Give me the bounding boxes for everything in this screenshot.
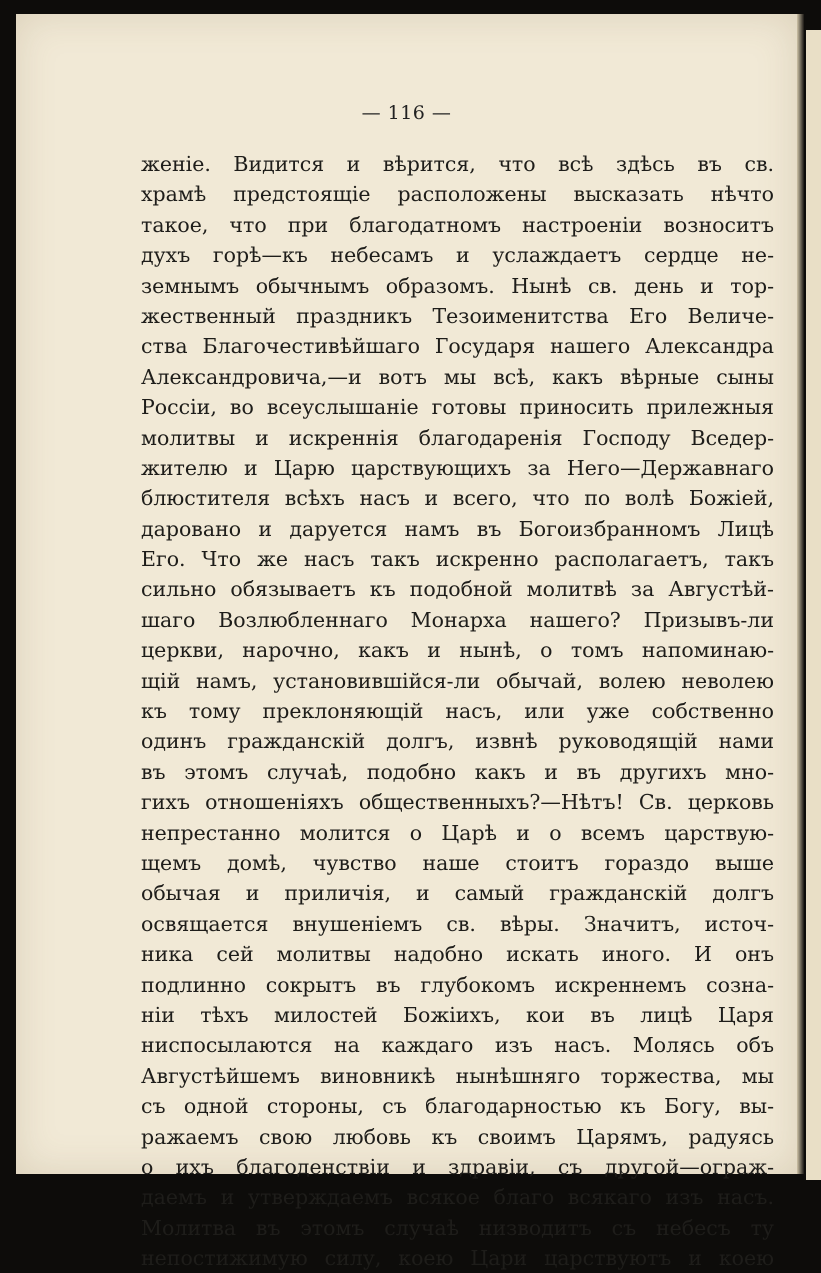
text-line: даемъ и утверждаемъ всякое благо всякаго изъ насъ. [141, 1185, 774, 1210]
text-line: ниспосылаются на каждаго изъ насъ. Молясь объ [141, 1033, 774, 1058]
page-edge-shadow [797, 14, 804, 1174]
text-line: блюстителя всѣхъ насъ и всего, что по волѣ Божіей, [141, 486, 774, 511]
text-line: духъ горѣ—къ небесамъ и услаждаетъ сердце не- [141, 243, 774, 268]
text-line: обычая и приличія, и самый гражданскій долгъ [141, 881, 774, 906]
text-line: гихъ отношеніяхъ общественныхъ?—Нѣтъ! Св. церковь [141, 790, 774, 815]
text-line: ніи тѣхъ милостей Божіихъ, кои въ лицѣ Царя [141, 1002, 774, 1027]
text-line: храмѣ предстоящіе расположены высказать нѣчто [141, 182, 774, 207]
page-body-text [141, 149, 774, 1273]
text-line: Его. Что же насъ такъ искренно располагаетъ, такъ [141, 547, 774, 572]
book-page [16, 14, 797, 1271]
text-line: съ одной стороны, съ благодарностью къ Богу, вы- [141, 1094, 774, 1119]
text-line: подлинно сокрытъ въ глубокомъ искреннемъ созна- [141, 972, 774, 997]
text-line: жественный праздникъ Тезоименитства Его Величе- [141, 303, 774, 328]
text-line: о ихъ благоденствіи и здравіи, съ другой—ограж- [141, 1154, 774, 1179]
text-line: шаго Возлюбленнаго Монарха нашего? Призывъ-ли [141, 607, 774, 632]
text-line: одинъ гражданскій долгъ, извнѣ руководящій нами [141, 729, 774, 754]
text-line: къ тому преклоняющій насъ, или уже собственно [141, 699, 774, 724]
text-line: молитвы и искреннія благодаренія Господу Вседер- [141, 425, 774, 450]
text-line: освящается внушеніемъ св. вѣры. Значитъ, источ- [141, 911, 774, 936]
text-line: Молитва въ этомъ случаѣ низводитъ съ небесъ ту [141, 1215, 774, 1240]
text-line: ника сей молитвы надобно искать иного. И онъ [141, 942, 774, 967]
text-line: ства Благочестивѣйшаго Государя нашего Александра [141, 334, 774, 359]
page-number-header: — 116 — [361, 102, 452, 124]
text-line: женіе. Видится и вѣрится, что всѣ здѣсь въ св. [141, 152, 774, 176]
text-line: жителю и Царю царствующихъ за Него—Державнаго [141, 455, 774, 480]
text-line: сильно обязываетъ къ подобной молитвѣ за Августѣй- [141, 577, 774, 602]
text-line: Александровича,—и вотъ мы всѣ, какъ вѣрные сыны [141, 364, 774, 389]
text-line: въ этомъ случаѣ, подобно какъ и въ другихъ мно- [141, 759, 774, 784]
text-line: непостижимую силу, коею Цари царствуютъ и коею [141, 1246, 774, 1271]
text-line: щій намъ, установившійся-ли обычай, волею неволею [141, 668, 774, 693]
text-line: Россіи, во всеуслышаніе готовы приносить прилежныя [141, 395, 774, 420]
text-line: щемъ домѣ, чувство наше стоитъ гораздо выше [141, 850, 774, 875]
text-line: земнымъ обычнымъ образомъ. Нынѣ св. день и тор- [141, 273, 774, 298]
text-line: церкви, нарочно, какъ и нынѣ, о томъ напоминаю- [141, 638, 774, 663]
text-line: такое, что при благодатномъ настроеніи возноситъ [141, 212, 774, 237]
text-line: даровано и даруется намъ въ Богоизбранномъ Лицѣ [141, 516, 774, 541]
text-line: Августѣйшемъ виновникѣ нынѣшняго торжества, мы [141, 1063, 774, 1088]
adjacent-page-sliver [806, 30, 821, 1180]
text-line: непрестанно молится о Царѣ и о всемъ царствую- [141, 820, 774, 845]
text-line: ражаемъ свою любовь къ своимъ Царямъ, радуясь [141, 1124, 774, 1149]
